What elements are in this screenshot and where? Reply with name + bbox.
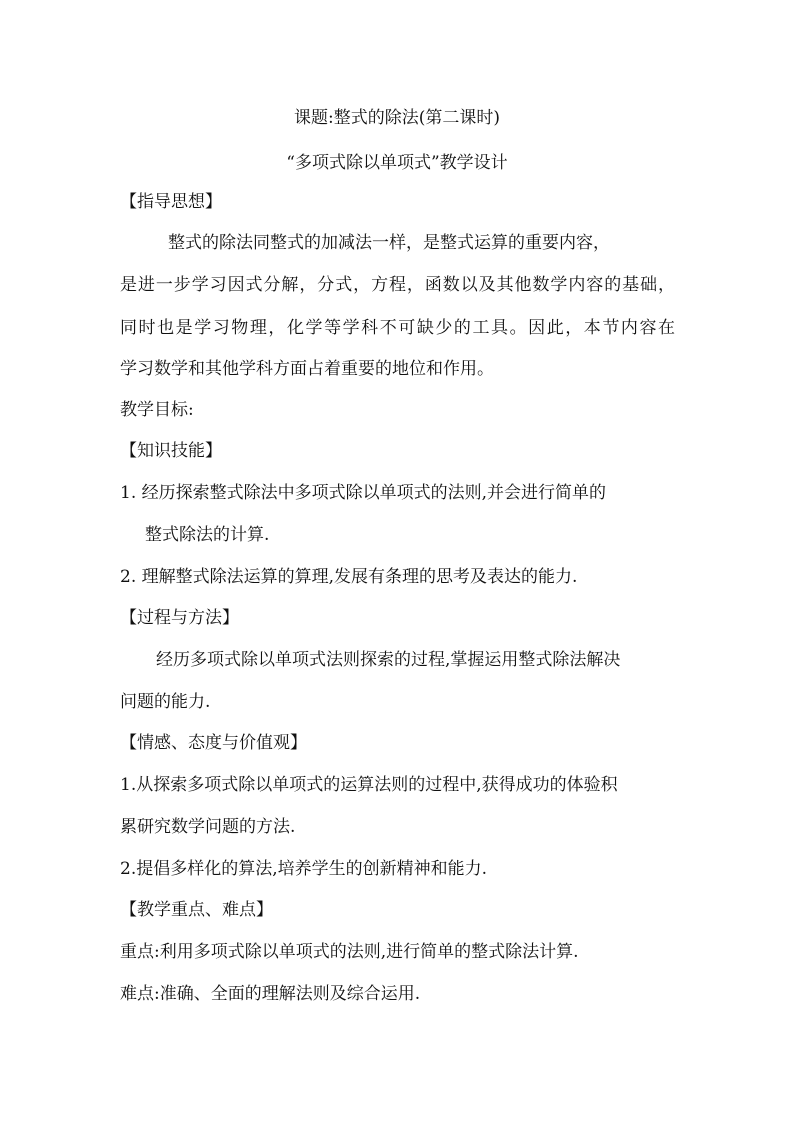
paragraph-line: 经历多项式除以单项式法则探索的过程,掌握运用整式除法解决 xyxy=(156,650,621,670)
paragraph-line: 问题的能力. xyxy=(120,692,211,712)
document-title: 课题:整式的除法(第二课时) xyxy=(294,108,500,128)
section-heading-key: 【教学重点、难点】 xyxy=(120,900,273,920)
document-subtitle: “多项式除以单项式”教学设计 xyxy=(286,153,508,173)
section-heading-process: 【过程与方法】 xyxy=(120,608,239,628)
list-item-continuation: 累研究数学问题的方法. xyxy=(120,817,296,837)
list-item: 1. 经历探索整式除法中多项式除以单项式的法则,并会进行简单的 xyxy=(120,483,607,503)
list-item: 2. 理解整式除法运算的算理,发展有条理的思考及表达的能力. xyxy=(120,567,578,587)
paragraph-line: 学习数学和其他学科方面占着重要的地位和作用。 xyxy=(120,359,494,379)
objectives-heading: 教学目标: xyxy=(120,400,194,420)
section-heading-knowledge: 【知识技能】 xyxy=(120,441,222,461)
key-point-line: 重点:利用多项式除以单项式的法则,进行简单的整式除法计算. xyxy=(120,942,579,962)
paragraph-line: 同时也是学习物理，化学等学科不可缺少的工具。因此，本节内容在 xyxy=(120,318,675,338)
list-item: 2.提倡多样化的算法,培养学生的创新精神和能力. xyxy=(120,859,488,879)
section-heading-emotion: 【情感、态度与价值观】 xyxy=(120,733,307,753)
paragraph-line: 整式的除法同整式的加减法一样，是整式运算的重要内容， xyxy=(168,233,610,253)
list-item-continuation: 整式除法的计算. xyxy=(145,525,270,545)
section-heading-guiding: 【指导思想】 xyxy=(120,192,222,212)
list-item: 1.从探索多项式除以单项式的运算法则的过程中,获得成功的体验积 xyxy=(120,775,618,795)
paragraph-line: 是进一步学习因式分解，分式，方程，函数以及其他数学内容的基础， xyxy=(120,275,675,295)
difficult-point-line: 难点:准确、全面的理解法则及综合运用. xyxy=(120,984,421,1004)
